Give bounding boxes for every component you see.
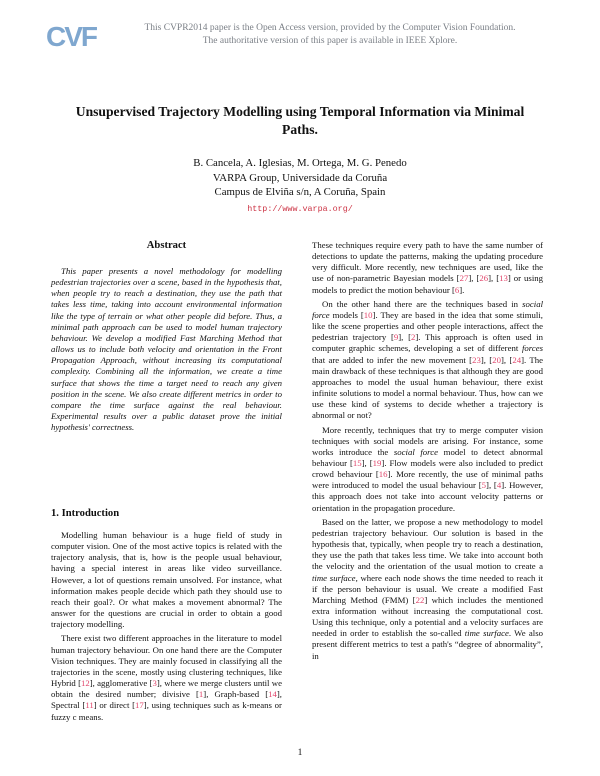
citation-link[interactable]: 26 [479, 273, 489, 284]
introduction-heading: 1. Introduction [51, 508, 120, 519]
open-access-banner [110, 22, 550, 48]
authors: B. Cancela, A. Iglesias, M. Ortega, M. G. Penedo [193, 157, 407, 169]
paper-title [50, 103, 550, 139]
citation-link[interactable]: 22 [415, 594, 425, 605]
cvf-logo-text: CVF [46, 21, 96, 50]
citation-link[interactable]: 6 [454, 284, 460, 295]
banner-line-2: The authoritative version of this paper is available in IEEE Xplore. [202, 36, 458, 46]
citation-link[interactable]: 13 [499, 273, 508, 284]
address: Campus de Elviña s/n, A Coruña, Spain [214, 186, 386, 198]
cvf-logo [46, 20, 104, 50]
citation-link[interactable]: 14 [268, 689, 277, 700]
citation-link[interactable]: 27 [459, 273, 469, 284]
citation-link[interactable]: 9 [393, 332, 399, 343]
right-paragraph-1: These techniques require every path to have the same number of detections to update the patterns, making the updating procedure very difficult. More recently, new techniques are used, like the use of non-parametric Bayesian models [27], [26], [13] or using models to predict the motion behaviour [6]. [312, 240, 544, 295]
citation-link[interactable]: 19 [372, 457, 382, 468]
intro-paragraph-1: Modelling human behaviour is a huge field of study in computer vision. One of the most active topics is related with the trajectory analysis, that is, how is the people usual behaviour, having a special interest in areas like video surveillance. However, a lot of questions remain unsolved. For instance, what information makes people decide which path they should use to reach their goal?. Or what makes a movement abnormal? The answer for the questions are crucial in order to obtain a good trajectory modelling. [51, 530, 282, 630]
citation-link[interactable]: 15 [352, 457, 362, 468]
abstract-body [51, 266, 282, 436]
page-number: 1 [297, 748, 303, 758]
citation-link[interactable]: 16 [378, 469, 388, 480]
abstract-text: This paper presents a novel methodology for modelling pedestrian trajectories over a scene, based in the hypothesis that, when people try to reach a destination, they use the path that takes less time, taking into account environmental information like the type of terrain or what other people did before. Thus, a minimal path approach can be used to model human trajectory behaviour. We develop a modified Fast Marching Method that allows us to include both velocity and orientation in the Front Propagation Approach, without increasing its computational complexity. Combining all the information, we create a time surface that shows the time a target need to reach any given position in the scene. We also create different metrics in order to compare the time surface against the real behaviour. Experimental results over a public dataset prove the initial hypothesis' correctness. [51, 266, 282, 433]
right-paragraph-3: More recently, techniques that try to merge computer vision techniques with social models are arising. For instance, some works introduce the social force model to detect abnormal behaviour [15], [19]. Flow models were also included to predict crowd behaviour [16]. More recently, the use of minimal paths were introduced to model the usual behaviour [5], [4]. However, this approach does not take into account velocity patterns or orientation in the propagation procedure. [312, 424, 544, 513]
right-paragraph-2: On the other hand there are the techniques based in social force models [10]. They are based in the idea that some stimuli, like the scene properties and other people interactions, affect the pedestrian trajectory [9], [2]. This approach is often used in computer graphic schemes, developing a set of different forces that are added to infer the new movement [23], [20], [24]. The main drawback of these techniques is that although they are good approaches to model the usual human behaviour, there exist infinite solutions to model a normal behaviour. Thus, how can we use these kind of systems to decide whether a trajectory is abnormal or not? [312, 298, 544, 421]
affiliation: VARPA Group, Universidade da Coruña [212, 171, 388, 184]
citation-link[interactable]: 3 [152, 678, 157, 689]
citation-link[interactable]: 4 [496, 480, 502, 491]
citation-link[interactable]: 23 [472, 354, 481, 365]
group-url-link[interactable]: http://www.varpa.org/ [247, 204, 353, 214]
intro-paragraph-2: There exist two different approaches in the literature to model human trajectory behaviour. On one hand there are the Computer Vision techniques. They are mainly focused in classifying all the trajectories in the scene, mostly using clustering techniques, like Hybrid [12], agglomerative [3], where we merge clusters until we obtain the desired number; divisive [1], Graph-based [14], Spectral [11] or direct [17], using techniques such as k-means or fuzzy c means. [51, 633, 282, 722]
banner-line-1: This CVPR2014 paper is the Open Access version, provided by the Computer Vision Foundation. [144, 23, 516, 33]
citation-link[interactable]: 1 [198, 689, 204, 700]
title-line-1: Unsupervised Trajectory Modelling using Temporal Information via Minimal [75, 104, 525, 119]
citation-link[interactable]: 12 [81, 678, 90, 689]
right-column [312, 240, 543, 665]
citation-link[interactable]: 5 [481, 480, 487, 491]
title-line-2: Paths. [282, 122, 318, 137]
author-block [60, 156, 540, 200]
abstract-heading: Abstract [146, 240, 187, 251]
right-paragraph-4: Based on the latter, we propose a new methodology to model pedestrian trajectory behaviour. Our solution is based in the hypothesis that, typically, when people try to reach a destination, they use the path that takes less time. We take into account both the velocity and the orientation of the usual motion to create a time surface, where each node shows the time needed to reach it if the person behaviour is usual. We create a modified Fast Marching Method (FMM) [22] which includes the mentioned extra information without increasing the computational cost. Using this technique, only a potential and a velocity surfaces are needed in order to establish the so-called time surface. We also present different metrics to test a path's “degree of abnormality”, in [312, 516, 543, 661]
citation-link[interactable]: 2 [410, 332, 416, 343]
citation-link[interactable]: 20 [492, 354, 501, 365]
citation-link[interactable]: 17 [135, 700, 144, 711]
introduction-left-column [51, 530, 282, 726]
citation-link[interactable]: 10 [363, 309, 373, 320]
citation-link[interactable]: 11 [85, 700, 94, 711]
citation-link[interactable]: 24 [512, 354, 522, 365]
